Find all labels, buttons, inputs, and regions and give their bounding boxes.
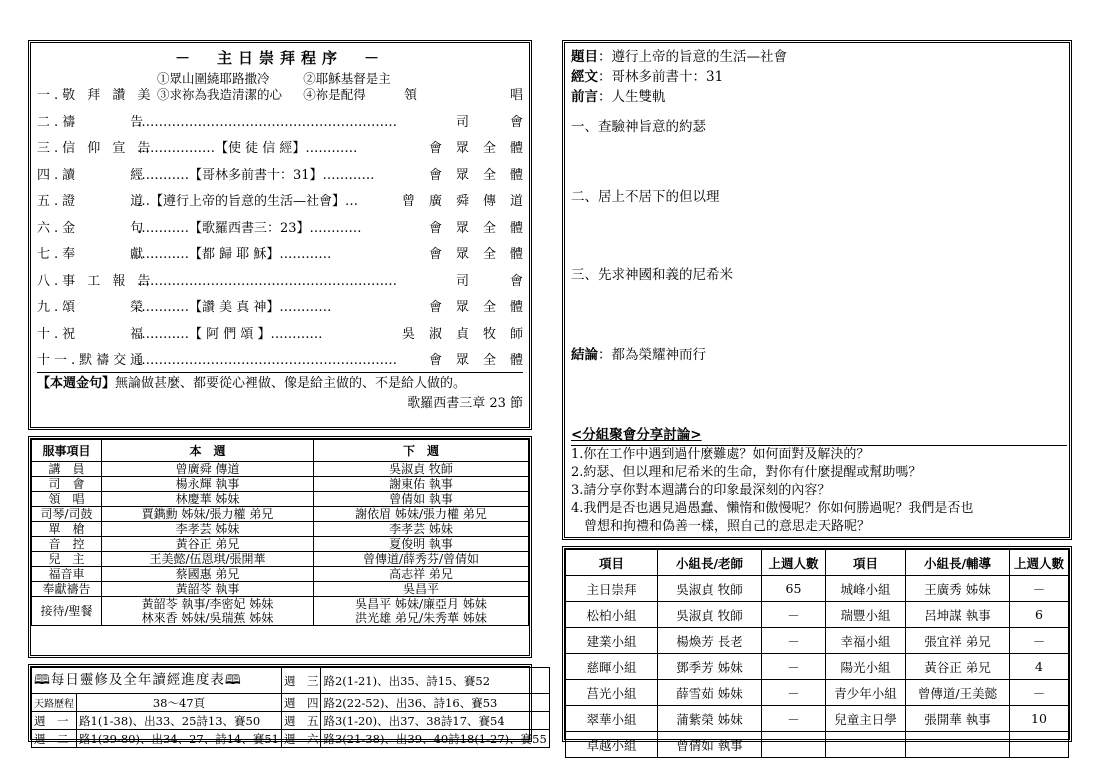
worship-dots: …………【歌羅西書三：23】………… bbox=[137, 220, 362, 236]
table-cell: 吳昌平 bbox=[314, 582, 529, 597]
sermon-scripture bbox=[571, 67, 1063, 87]
reading-title: 🕮每日靈修及全年讀經進度表🕮 bbox=[32, 668, 282, 694]
sermon-conclusion bbox=[571, 343, 706, 363]
table-cell: 李孝芸 姊妹 bbox=[314, 522, 529, 537]
table-cell: 楊永輝 執事 bbox=[102, 477, 314, 492]
table-cell: 陽光小組 bbox=[826, 654, 906, 680]
worship-row bbox=[37, 315, 537, 342]
table-cell: 單 槍 bbox=[32, 522, 102, 537]
cell-line: 洪光雄 弟兄/朱秀華 姊妹 bbox=[355, 611, 487, 625]
group-header: 項目 bbox=[566, 550, 658, 576]
service-roster bbox=[28, 436, 532, 658]
table-row bbox=[566, 654, 1069, 680]
service-header: 本 週 bbox=[102, 440, 314, 462]
table-cell: － bbox=[762, 602, 826, 628]
table-cell: 李孝芸 姊妹 bbox=[102, 522, 314, 537]
table-row bbox=[32, 582, 529, 597]
table-cell bbox=[762, 732, 826, 758]
reading-text: 路3(1-20)、出37、38詩17、賽54 bbox=[321, 712, 549, 730]
group-header: 小組長/輔導 bbox=[906, 550, 1010, 576]
table-cell bbox=[826, 732, 906, 758]
table-cell: 4 bbox=[1010, 654, 1069, 680]
reading-day: 天路歷程 bbox=[32, 694, 77, 712]
worship-row bbox=[37, 289, 537, 316]
worship-rows bbox=[37, 103, 537, 368]
reading-text: 38～47頁 bbox=[77, 694, 282, 712]
table-cell: 黃谷正 弟兄 bbox=[906, 654, 1010, 680]
table-cell: － bbox=[1010, 628, 1069, 654]
table-row bbox=[566, 602, 1069, 628]
sermon-notes bbox=[562, 40, 1072, 540]
hymn-option-3: ③求祢為我造清潔的心 bbox=[157, 87, 283, 102]
cell-line: 黃韶苓 執事/李密妃 姊妹 bbox=[141, 597, 274, 611]
table-cell: － bbox=[762, 654, 826, 680]
reading-table bbox=[31, 667, 550, 748]
table-row bbox=[32, 694, 550, 712]
table-cell: 曾廣舜 傳道 bbox=[102, 462, 314, 477]
worship-leader: 司 會 bbox=[455, 114, 537, 130]
worship-item: 十.祝 福 bbox=[37, 326, 148, 342]
table-row bbox=[32, 507, 529, 522]
table-cell: － bbox=[762, 680, 826, 706]
table-cell: 接待/聖餐 bbox=[32, 597, 102, 626]
table-row bbox=[566, 732, 1069, 758]
reading-day: 週 五 bbox=[281, 712, 321, 730]
discussion-item: 1.你在工作中遇到過什麼難處？如何面對及解決的？ bbox=[571, 447, 870, 462]
table-row bbox=[32, 537, 529, 552]
sermon-point-2: 二、居上不居下的但以理 bbox=[571, 189, 720, 205]
worship-leader: 領 唱 bbox=[403, 88, 563, 103]
table-row bbox=[32, 492, 529, 507]
worship-dots: …………【讚 美 真 神】………… bbox=[137, 300, 332, 315]
table-cell: 吳淑貞 牧師 bbox=[314, 462, 529, 477]
worship-leader: 吳淑貞牧師 bbox=[401, 326, 537, 342]
worship-dots: …………【 阿 們 頌 】………… bbox=[137, 326, 323, 342]
reading-day: 週 四 bbox=[281, 694, 321, 712]
table-cell: 松柏小組 bbox=[566, 602, 658, 628]
worship-row bbox=[37, 103, 537, 130]
cell-line: 林來香 姊妹/吳瑞蕉 姊妹 bbox=[141, 611, 274, 625]
intro-text: ：人生雙軌 bbox=[598, 89, 666, 105]
table-cell: 賈鐫勳 姊妹/張力權 弟兄 bbox=[102, 507, 314, 522]
discussion-list bbox=[571, 445, 1067, 536]
table-cell: 講 員 bbox=[32, 462, 102, 477]
table-cell: 10 bbox=[1010, 706, 1069, 732]
service-header: 下 週 bbox=[314, 440, 529, 462]
worship-item: 三.信 仰 宣 告 bbox=[37, 141, 155, 156]
table-row bbox=[32, 552, 529, 567]
table-cell: 蔡國惠 弟兄 bbox=[102, 567, 314, 582]
table-cell bbox=[1010, 732, 1069, 758]
table-row bbox=[32, 522, 529, 537]
table-cell: 福音車 bbox=[32, 567, 102, 582]
worship-leader: 會眾全體 bbox=[428, 141, 537, 156]
table-row bbox=[32, 477, 529, 492]
sermon-topic bbox=[571, 47, 1063, 67]
reading-text: 路1(39-80)、出34、27、詩14、賽51 bbox=[77, 730, 282, 748]
table-cell: 曾倩如 執事 bbox=[658, 732, 762, 758]
table-cell: 司 會 bbox=[32, 477, 102, 492]
reading-day: 週 六 bbox=[281, 730, 321, 748]
table-row bbox=[32, 712, 550, 730]
table-row bbox=[566, 576, 1069, 602]
scripture-label: 經文 bbox=[571, 69, 598, 85]
table-cell bbox=[102, 597, 314, 626]
worship-row bbox=[37, 130, 537, 157]
worship-leader: 司 會 bbox=[455, 273, 537, 289]
table-cell: 建業小組 bbox=[566, 628, 658, 654]
conclusion-text: ：都為榮耀神而行 bbox=[598, 347, 706, 363]
worship-leader: 會眾全體 bbox=[428, 220, 537, 236]
table-row bbox=[32, 567, 529, 582]
table-cell: 高志祥 弟兄 bbox=[314, 567, 529, 582]
table-cell: 城峰小組 bbox=[826, 576, 906, 602]
table-cell: 翠華小組 bbox=[566, 706, 658, 732]
table-cell: 65 bbox=[762, 576, 826, 602]
reading-text: 路3(21-38)、出39、40詩18(1-27)、賽55 bbox=[321, 730, 549, 748]
table-row bbox=[566, 680, 1069, 706]
group-header-row bbox=[566, 550, 1069, 576]
table-cell: 吳淑貞 牧師 bbox=[658, 602, 762, 628]
worship-leader: 會眾全體 bbox=[428, 247, 537, 262]
worship-dots: …………【都 歸 耶 穌】………… bbox=[137, 247, 332, 262]
topic-label: 題目 bbox=[571, 49, 598, 65]
discussion-item: 3.請分享你對本週講台的印象最深刻的內容？ bbox=[571, 483, 831, 498]
table-cell: 曾倩如 執事 bbox=[314, 492, 529, 507]
worship-row bbox=[37, 342, 537, 369]
table-cell: 莒光小組 bbox=[566, 680, 658, 706]
worship-row bbox=[37, 156, 537, 183]
verse-reference: 歌羅西書三章 23 節 bbox=[407, 396, 523, 411]
worship-item: 十一.默禱交通 bbox=[37, 353, 148, 368]
table-cell: 兒 主 bbox=[32, 552, 102, 567]
table-cell: 謝依眉 姊妹/張力權 弟兄 bbox=[314, 507, 529, 522]
worship-dots: ………………【使 徒 信 經】………… bbox=[137, 141, 358, 156]
table-cell: 卓越小組 bbox=[566, 732, 658, 758]
table-cell: 領 唱 bbox=[32, 492, 102, 507]
table-row bbox=[32, 462, 529, 477]
table-cell: 黃谷正 弟兄 bbox=[102, 537, 314, 552]
table-row bbox=[566, 706, 1069, 732]
hymn-options bbox=[137, 71, 404, 103]
worship-leader: 會眾全體 bbox=[428, 300, 537, 315]
table-cell: － bbox=[762, 628, 826, 654]
discussion-section bbox=[571, 425, 1067, 536]
scripture-text: ：哥林多前書十：31 bbox=[598, 69, 724, 85]
worship-row-hymn bbox=[37, 69, 563, 103]
hymn-option-4: ④祢是配得 bbox=[303, 87, 366, 102]
reading-text: 路2(1-21)、出35、詩15、賽52 bbox=[321, 668, 549, 694]
worship-row bbox=[37, 209, 537, 236]
table-cell: － bbox=[1010, 576, 1069, 602]
cell-line: 吳昌平 姊妹/廉亞月 姊妹 bbox=[355, 597, 487, 611]
table-row bbox=[566, 628, 1069, 654]
table-cell: 張開華 執事 bbox=[906, 706, 1010, 732]
conclusion-label: 結論 bbox=[571, 347, 598, 363]
worship-item: 七.奉 獻 bbox=[37, 247, 148, 262]
hymn-option-1: ①眾山圍繞耶路撒冷 bbox=[157, 71, 270, 86]
table-cell: 鄧季芳 姊妹 bbox=[658, 654, 762, 680]
table-row bbox=[32, 668, 550, 694]
table-cell: 王廣秀 姊妹 bbox=[906, 576, 1010, 602]
intro-label: 前言 bbox=[571, 89, 598, 105]
discussion-item: 2.約瑟、但以理和尼希米的生命，對你有什麼提醒或幫助嗎？ bbox=[571, 465, 922, 480]
reading-day: 週 二 bbox=[32, 730, 77, 748]
worship-leader: 會眾全體 bbox=[428, 167, 537, 183]
group-header: 項目 bbox=[826, 550, 906, 576]
table-cell: 主日崇拜 bbox=[566, 576, 658, 602]
table-cell: 曾傳道/薛秀芬/曾倩如 bbox=[314, 552, 529, 567]
table-cell: － bbox=[762, 706, 826, 732]
table-cell: 蒲紫榮 姊妹 bbox=[658, 706, 762, 732]
table-cell: － bbox=[1010, 680, 1069, 706]
reading-schedule bbox=[28, 664, 547, 746]
reading-day: 週 三 bbox=[281, 668, 321, 694]
table-cell bbox=[314, 597, 529, 626]
hymn-option-2: ②耶穌基督是主 bbox=[303, 71, 391, 86]
worship-row bbox=[37, 262, 537, 289]
table-cell: 曾傳道/王美懿 bbox=[906, 680, 1010, 706]
table-row bbox=[32, 597, 529, 626]
worship-item: 四.讀 經 bbox=[37, 167, 148, 183]
table-cell: 張宜祥 弟兄 bbox=[906, 628, 1010, 654]
table-cell: 呂坤謀 執事 bbox=[906, 602, 1010, 628]
sermon-intro bbox=[571, 87, 1063, 107]
table-cell: 吳淑貞 牧師 bbox=[658, 576, 762, 602]
worship-item: 五.證 道 bbox=[37, 194, 148, 209]
worship-leader: 會眾全體 bbox=[428, 353, 537, 368]
table-cell: 謝東佑 執事 bbox=[314, 477, 529, 492]
table-cell: 6 bbox=[1010, 602, 1069, 628]
table-cell: 夏俊明 執事 bbox=[314, 537, 529, 552]
table-cell: 王美懿/伍恩琪/張開華 bbox=[102, 552, 314, 567]
worship-item: 六.金 句 bbox=[37, 220, 148, 236]
discussion-item: 4.我們是否也遇見過愚蠢、懶惰和傲慢呢？你如何勝過呢？我們是否也 bbox=[571, 501, 974, 516]
worship-dots: …………………………………………………… bbox=[137, 353, 397, 368]
group-header: 上週人數 bbox=[762, 550, 826, 576]
group-table bbox=[565, 549, 1069, 758]
worship-dots: …【遵行上帝的旨意的生活—社會】… bbox=[137, 194, 359, 209]
worship-title: － 主日崇拜程序 － bbox=[174, 49, 385, 67]
service-table bbox=[31, 439, 529, 626]
worship-dots: …………【哥林多前書十：31】………… bbox=[137, 167, 375, 183]
verse-label: 【本週金句】 bbox=[37, 376, 116, 391]
worship-dots: …………………………………………………… bbox=[137, 273, 397, 289]
table-row bbox=[32, 730, 550, 748]
table-cell: 薛雪茹 姊妹 bbox=[658, 680, 762, 706]
table-cell: 音 控 bbox=[32, 537, 102, 552]
worship-row bbox=[37, 236, 537, 263]
table-cell: 楊煥芳 長老 bbox=[658, 628, 762, 654]
reading-text: 路2(22-52)、出36、詩16、賽53 bbox=[321, 694, 549, 712]
weekly-verse bbox=[37, 372, 523, 413]
table-cell: 奉獻禱告 bbox=[32, 582, 102, 597]
table-cell: 瑞豐小組 bbox=[826, 602, 906, 628]
group-header: 上週人數 bbox=[1010, 550, 1069, 576]
verse-text: 無論做甚麼、都要從心裡做、像是給主做的、不是給人做的。 bbox=[115, 376, 467, 391]
discussion-title: <分組聚會分享討論> bbox=[571, 427, 702, 443]
service-header-row bbox=[32, 440, 529, 462]
worship-row bbox=[37, 183, 537, 210]
sermon-point-1: 一、查驗神旨意的約瑟 bbox=[571, 119, 706, 135]
worship-leader: 曾廣舜傳道 bbox=[401, 194, 537, 209]
table-cell: 林慶華 姊妹 bbox=[102, 492, 314, 507]
worship-item: 八.事 工 報 告 bbox=[37, 273, 155, 289]
table-cell: 慈暉小組 bbox=[566, 654, 658, 680]
table-cell: 幸福小組 bbox=[826, 628, 906, 654]
worship-item: 九.頌 榮 bbox=[37, 300, 148, 315]
table-cell: 司琴/司鼓 bbox=[32, 507, 102, 522]
reading-text: 路1(1-38)、出33、25詩13、賽50 bbox=[77, 712, 282, 730]
service-header: 服事項目 bbox=[32, 440, 102, 462]
sermon-point-3: 三、先求神國和義的尼希米 bbox=[571, 267, 733, 283]
table-cell: 黃韶苓 執事 bbox=[102, 582, 314, 597]
worship-item: 一.敬 拜 讚 美 bbox=[37, 88, 155, 103]
table-cell: 兒童主日學 bbox=[826, 706, 906, 732]
worship-dots: …………………………………………………… bbox=[137, 114, 397, 130]
worship-program bbox=[28, 40, 563, 430]
table-cell bbox=[906, 732, 1010, 758]
discussion-item: 曾想和拘禮和偽善一樣，照自己的意思走天路呢？ bbox=[571, 519, 871, 534]
group-attendance bbox=[562, 546, 1072, 753]
topic-text: ：遵行上帝的旨意的生活—社會 bbox=[598, 49, 787, 65]
reading-day: 週 一 bbox=[32, 712, 77, 730]
worship-item: 二.禱 告 bbox=[37, 114, 148, 130]
group-header: 小組長/老師 bbox=[658, 550, 762, 576]
table-cell: 青少年小組 bbox=[826, 680, 906, 706]
